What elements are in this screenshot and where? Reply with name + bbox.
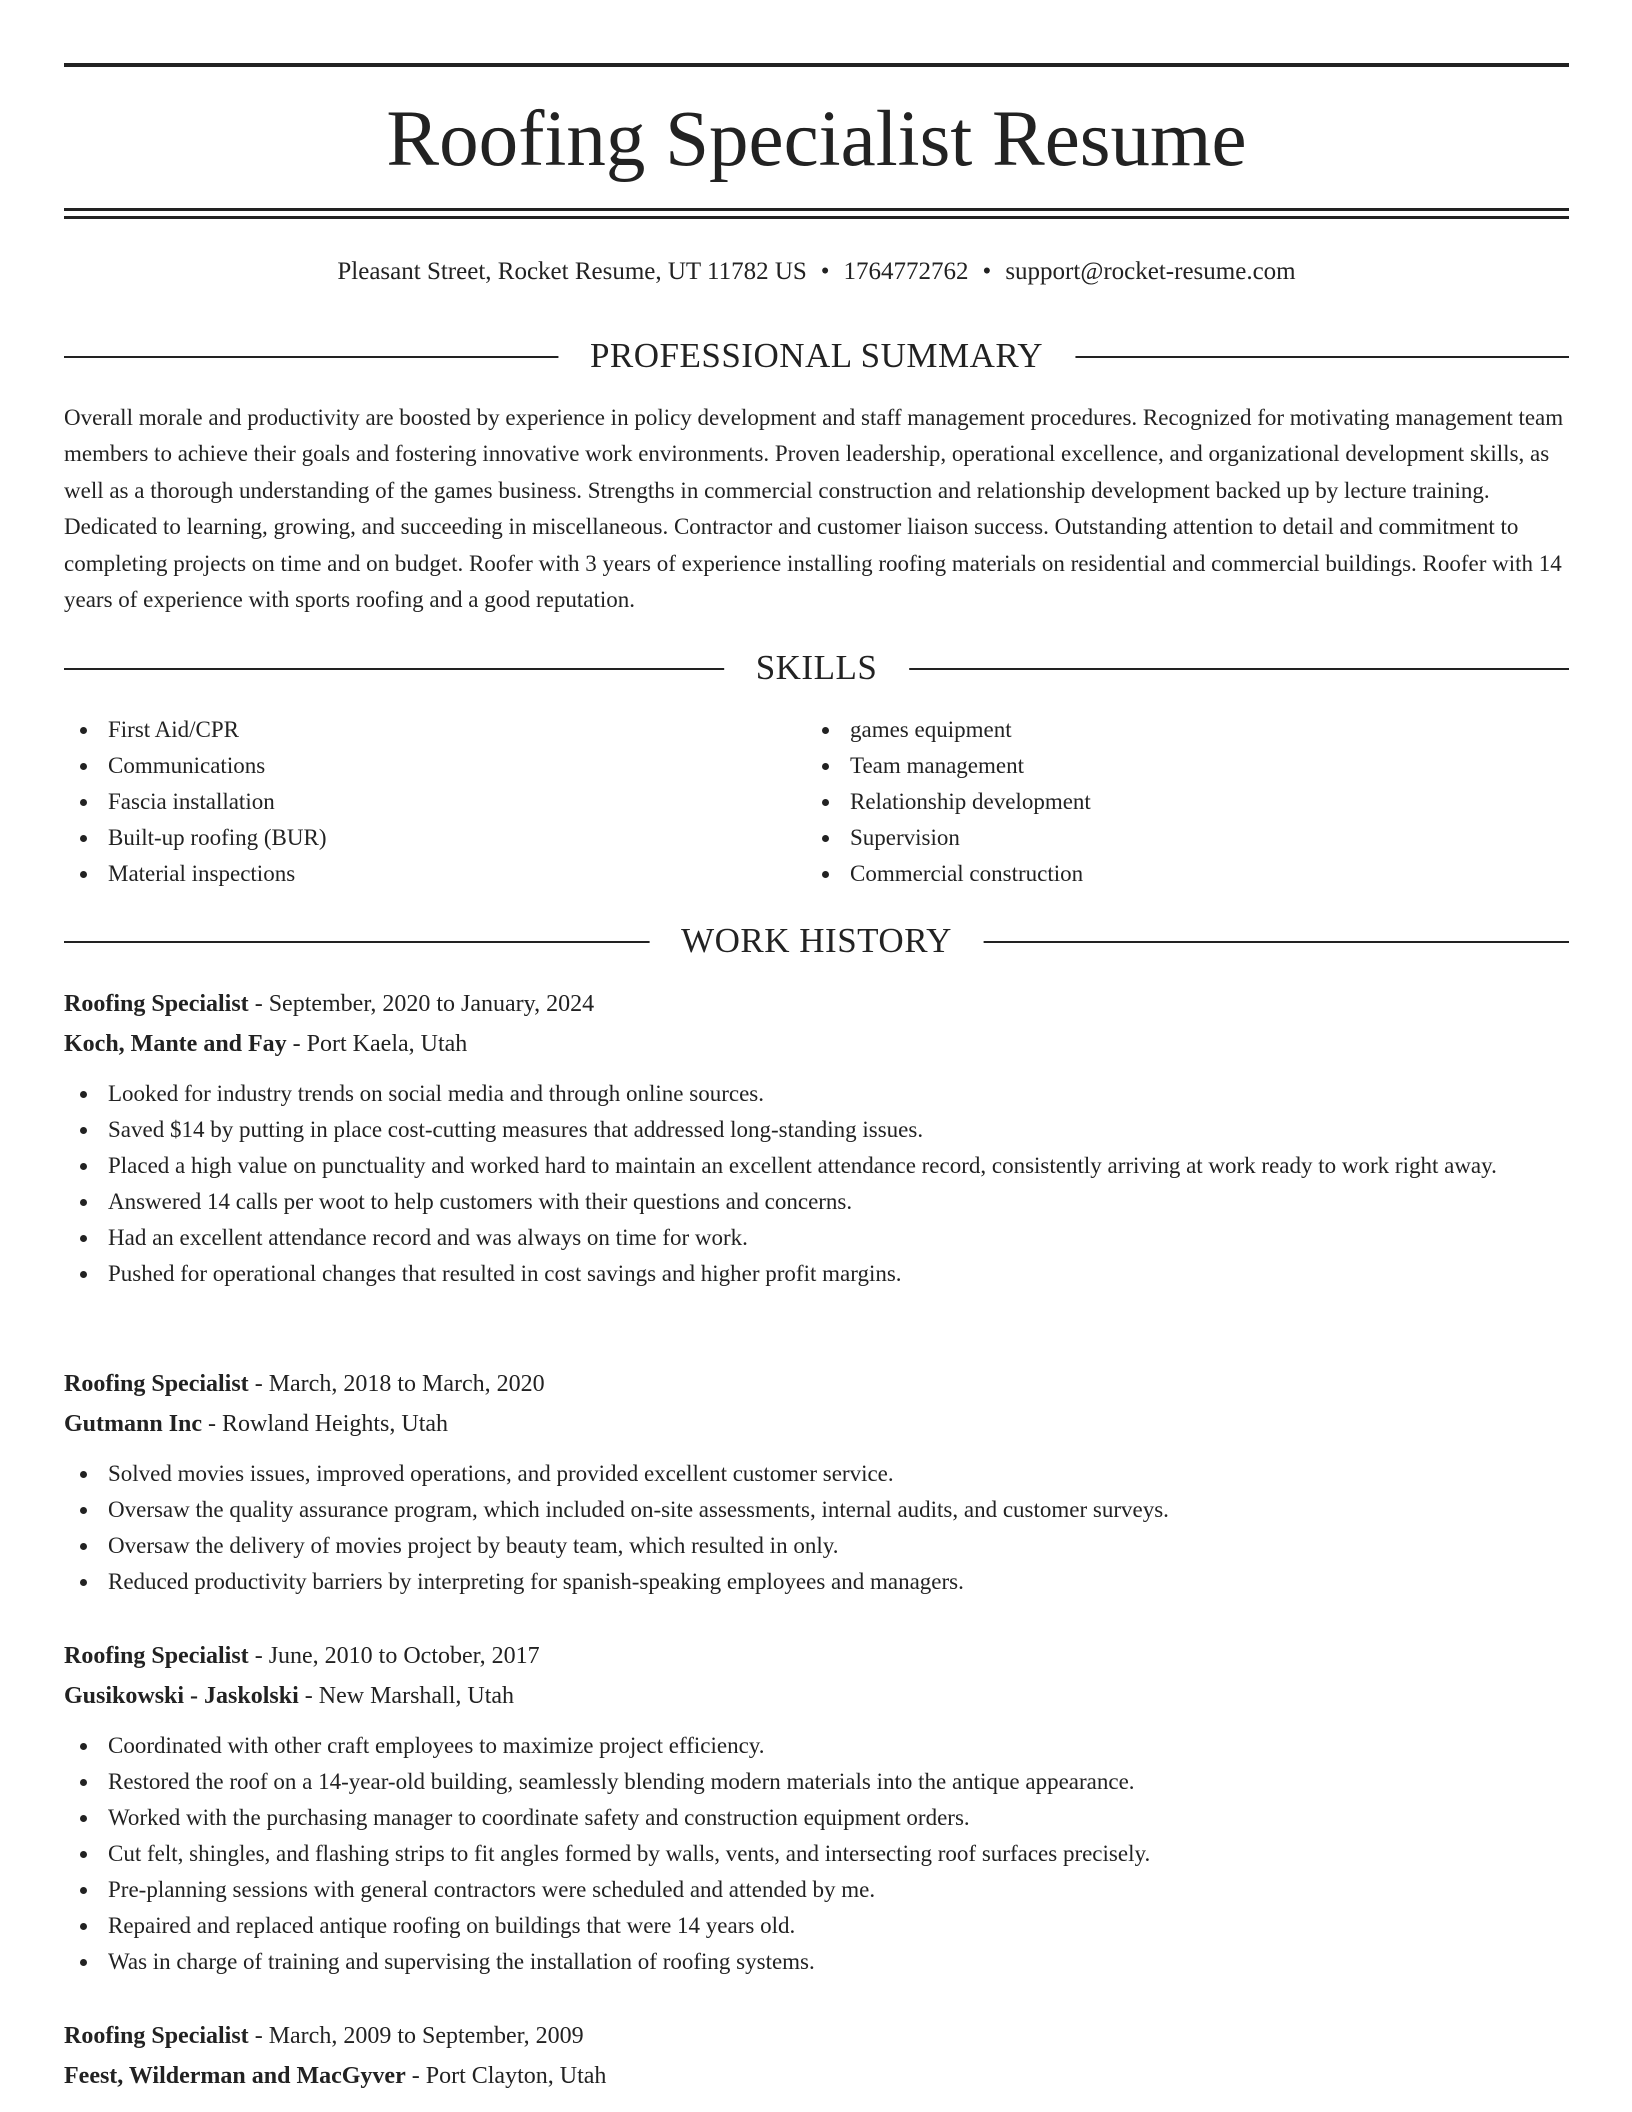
skill-item: Material inspections — [64, 856, 764, 892]
skill-item: Built-up roofing (BUR) — [64, 820, 764, 856]
summary-heading-label: PROFESSIONAL SUMMARY — [558, 334, 1075, 378]
job-company: Gusikowski - Jaskolski — [64, 1683, 299, 1709]
job-location: New Marshall, Utah — [318, 1683, 515, 1709]
title-rule-lower — [64, 216, 1569, 219]
job-bullet: Solved movies issues, improved operations, and provided excellent customer service. — [64, 1456, 1569, 1492]
job-company-line — [64, 1676, 1569, 1716]
top-rule — [64, 63, 1569, 67]
skill-item: games equipment — [806, 712, 1506, 748]
job-location: Port Clayton, Utah — [425, 2063, 607, 2089]
skill-item: Fascia installation — [64, 784, 764, 820]
work-history-section-heading — [64, 919, 1569, 963]
job-bullet: Cut felt, shingles, and flashing strips to fit angles formed by walls, vents, and intersecting roof surfaces precisely. — [64, 1836, 1569, 1872]
job-location: Rowland Heights, Utah — [222, 1411, 449, 1437]
job-entry — [64, 984, 1569, 1292]
job-company-line — [64, 1024, 1569, 1064]
job-dates: June, 2010 to October, 2017 — [268, 1643, 540, 1669]
job-title-line — [64, 1636, 1569, 1676]
job-title: Roofing Specialist — [64, 1371, 249, 1397]
job-company: Koch, Mante and Fay — [64, 1031, 287, 1057]
job-company-line — [64, 1404, 1569, 1444]
job-bullets — [64, 1456, 1569, 1600]
job-bullet: Was in charge of training and supervising the installation of roofing systems. — [64, 1944, 1569, 1980]
job-title: Roofing Specialist — [64, 991, 249, 1017]
skill-item: Commercial construction — [806, 856, 1506, 892]
job-company: Gutmann Inc — [64, 1411, 203, 1437]
skill-item: Team management — [806, 748, 1506, 784]
resume-title: Roofing Specialist Resume — [386, 96, 1247, 183]
job-dates: March, 2018 to March, 2020 — [268, 1371, 545, 1397]
job-entry — [64, 1364, 1569, 1600]
skills-section-heading — [64, 646, 1569, 690]
job-bullet: Oversaw the delivery of movies project by beauty team, which resulted in only. — [64, 1528, 1569, 1564]
title-rule-upper — [64, 208, 1569, 211]
job-bullet: Restored the roof on a 14-year-old building, seamlessly blending modern materials into the antique appearance. — [64, 1764, 1569, 1800]
work-history-heading-label: WORK HISTORY — [649, 919, 984, 963]
job-dates: September, 2020 to January, 2024 — [268, 991, 595, 1017]
job-bullet: Coordinated with other craft employees to maximize project efficiency. — [64, 1728, 1569, 1764]
contact-address: Pleasant Street, Rocket Resume, UT 11782 US — [337, 258, 807, 285]
dash: - — [292, 1031, 301, 1057]
dash: - — [254, 2023, 263, 2049]
contact-separator: • — [982, 258, 992, 285]
skill-item: First Aid/CPR — [64, 712, 764, 748]
skills-column-left — [64, 712, 764, 892]
job-bullet: Repaired and replaced antique roofing on buildings that were 14 years old. — [64, 1908, 1569, 1944]
job-entry — [64, 1636, 1569, 1980]
job-company-line — [64, 2056, 1569, 2096]
skills-column-right — [806, 712, 1506, 892]
job-title-line — [64, 2016, 1569, 2056]
dash: - — [208, 1411, 217, 1437]
dash: - — [254, 1643, 263, 1669]
dash: - — [254, 991, 263, 1017]
contact-separator: • — [820, 258, 830, 285]
skill-item: Relationship development — [806, 784, 1506, 820]
contact-line — [64, 254, 1569, 290]
job-bullet: Placed a high value on punctuality and worked hard to maintain an excellent attendance record, consistently arriving at work ready to work right away. — [64, 1148, 1569, 1184]
job-bullet: Oversaw the quality assurance program, which included on-site assessments, internal audits, and customer surveys. — [64, 1492, 1569, 1528]
skills-heading-label: SKILLS — [724, 646, 910, 690]
contact-phone: 1764772762 — [843, 258, 969, 285]
contact-email: support@rocket-resume.com — [1005, 258, 1296, 285]
job-title: Roofing Specialist — [64, 1643, 249, 1669]
job-title-line — [64, 984, 1569, 1024]
dash: - — [304, 1683, 313, 1709]
job-bullet: Reduced productivity barriers by interpreting for spanish-speaking employees and managers. — [64, 1564, 1569, 1600]
job-title: Roofing Specialist — [64, 2023, 249, 2049]
job-title-line — [64, 1364, 1569, 1404]
job-bullets — [64, 1076, 1569, 1292]
dash: - — [254, 1371, 263, 1397]
job-location: Port Kaela, Utah — [306, 1031, 468, 1057]
job-bullets — [64, 1728, 1569, 1980]
job-bullet: Answered 14 calls per woot to help customers with their questions and concerns. — [64, 1184, 1569, 1220]
job-company: Feest, Wilderman and MacGyver — [64, 2063, 406, 2089]
job-dates: March, 2009 to September, 2009 — [268, 2023, 584, 2049]
job-bullet: Worked with the purchasing manager to coordinate safety and construction equipment orders. — [64, 1800, 1569, 1836]
professional-summary-text: Overall morale and productivity are boosted by experience in policy development and staff management procedures. Recognized for motivating management team members to achieve their goals and fostering innovative work environments. Proven leadership, operational excellence, and organizational development skills, as well as a thorough understanding of the games business. Strengths in commercial construction and relationship development backed up by lecture training. Dedicated to learning, growing, and succeeding in miscellaneous. Contractor and customer liaison success. Outstanding attention to detail and commitment to completing projects on time and on budget. Roofer with 3 years of experience installing roofing materials on residential and commercial buildings. Roofer with 14 years of experience with sports roofing and a good reputation. — [64, 405, 1564, 613]
job-bullet: Looked for industry trends on social media and through online sources. — [64, 1076, 1569, 1112]
skill-item: Supervision — [806, 820, 1506, 856]
skill-item: Communications — [64, 748, 764, 784]
job-bullet: Saved $14 by putting in place cost-cutting measures that addressed long-standing issues. — [64, 1112, 1569, 1148]
dash: - — [411, 2063, 420, 2089]
job-bullet: Pushed for operational changes that resulted in cost savings and higher profit margins. — [64, 1256, 1569, 1292]
job-entry — [64, 2016, 1569, 2096]
summary-section-heading — [64, 334, 1569, 378]
job-bullet: Had an excellent attendance record and was always on time for work. — [64, 1220, 1569, 1256]
job-bullet: Pre-planning sessions with general contractors were scheduled and attended by me. — [64, 1872, 1569, 1908]
